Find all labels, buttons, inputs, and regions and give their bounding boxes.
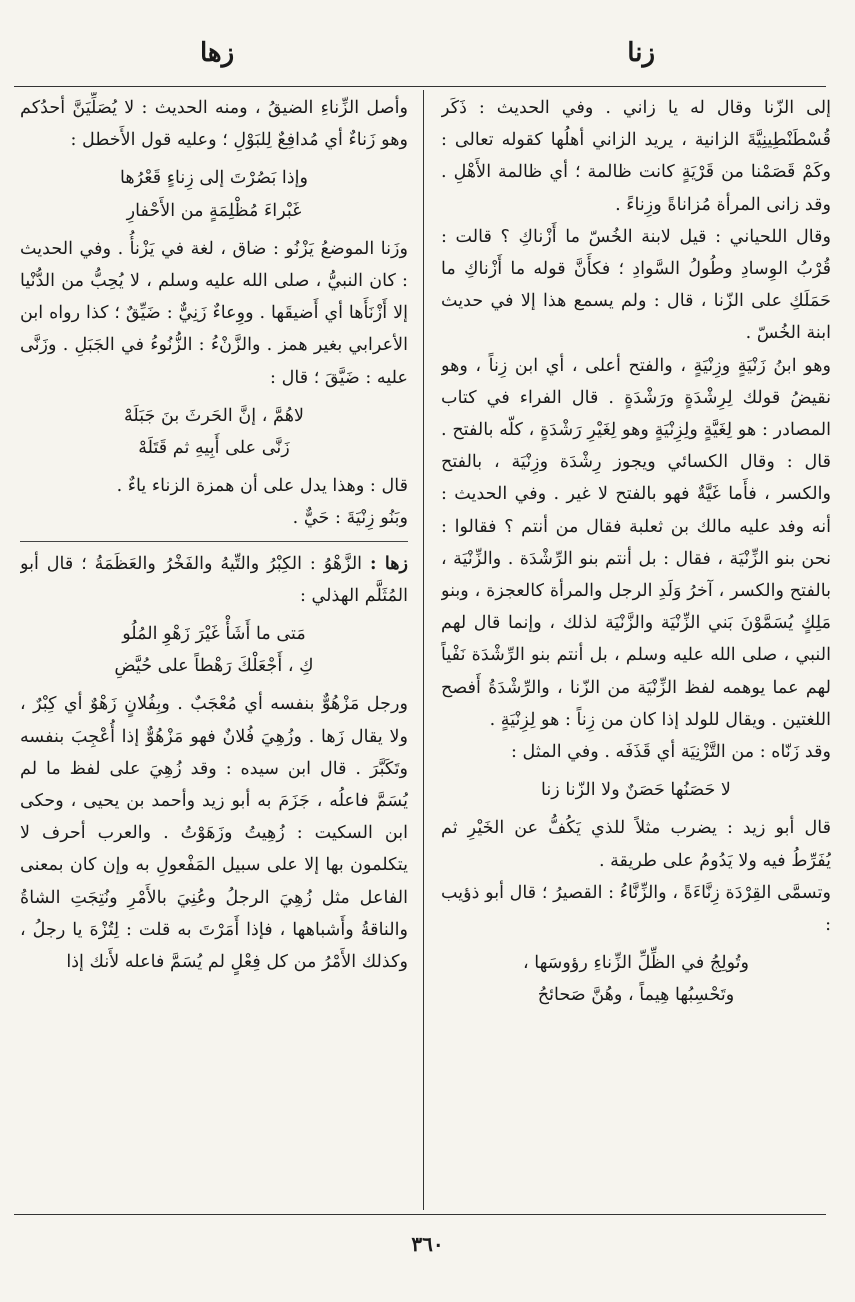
verse: [20, 162, 408, 226]
page-number: ٣٦٠: [411, 1232, 444, 1256]
paragraph: إلى الزّنا وقال له يا زاني . وفي الحديث : ذَكَر قُسْطَنْطِينِيَّةَ الزانية ، يريد الزاني أهلُها كقوله تعالى : وكَمْ قَصَمْنا من قَرْيَةٍ كانت ظالمة ؛ أي ظالمة الأَهْلِ . وقد زانى المرأة مُزاناةً وزِناءً .: [441, 98, 831, 215]
top-rule: [14, 86, 826, 87]
entry-separator: [20, 541, 408, 542]
verse: [20, 400, 408, 464]
header-word-left: زها: [200, 38, 235, 68]
paragraph: وأصل الزِّناءِ الضيقُ ، ومنه الحديث : لا يُصَلِّيَنَّ أحدُكم وهو زَناءٌ أي مُدافِعٌ لِلبَوْلِ ؛ وعليه قول الأَخطل :: [20, 98, 408, 151]
paragraph: وقد زَنّاه : من التَّزْنِيَة أي قَذَفَه . وفي المثل :: [511, 742, 831, 763]
verse-line: وتُولِجُ في الظِّلِّ الزِّناءِ رؤوسَها ،: [522, 953, 750, 974]
entry-headword: زها :: [369, 552, 408, 574]
verse-line: غَبْراءَ مُظْلِمَةٍ من الأَحْفارِ: [126, 200, 302, 221]
paragraph: وبَنُو زِنْيَةَ : حَيٌّ .: [292, 508, 408, 529]
verse: [20, 618, 408, 682]
verse-line: مَتى ما أَشَأْ غَيْرَ زَهْوِ المُلُو: [122, 624, 306, 645]
verse-line: لا حَصَنُها حَصَنٌ ولا الزّنا زنا: [541, 780, 731, 801]
paragraph: وقال اللحياني : قيل لابنة الخُسّ ما أَزْناكِ ؟ قالت : قُرْبُ الوِسادِ وطُولُ السَّوادِ ؛ فكأَنَّ قوله ما أَزْناكِ ما حَمَلَكِ على الزّنا ، قال : ولم يسمع هذا إلا في حديث ابنة الخُسّ .: [441, 226, 831, 344]
verse-line: كِ ، أَجْعَلْكَ رَهْطاً على حُيَّضِ: [114, 656, 314, 677]
verse-line: وإذا بَصُرْتَ إلى زِناءٍ قَعْرُها: [119, 168, 309, 189]
bottom-rule: [14, 1214, 826, 1215]
verse-line: لاهُمَّ ، إنَّ الحَرثَ بنَ جَبَلَهْ: [123, 405, 305, 426]
paragraph: ورجل مَزْهُوٌّ بنفسه أي مُعْجَبٌ . وبِفُلانٍ زَهْوٌ أي كِبْرٌ ، ولا يقال زَها . وزُهِيَ فُلانٌ فهو مَزْهُوٌّ إذا أُعْجِبَ بنفسه وتَكَبَّرَ . قال ابن سيده : وقد زُهِيَ على لفظ ما لم يُسَمَّ فاعلُه ، جَزَمَ به أبو زيد وأحمد بن يحيى ، وحكى ابن السكيت : زُهِيتُ وزَهَوْتُ . والعرب أحرف لا يتكلمون بها إلا على سبيل المَفْعولِ به وإن كان بمعنى الفاعل مثل زُهِيَ الرجلُ وعُنِيَ بالأَمْرِ ونُتِجَتِ الشاةُ والناقةُ وأَشباهها ، فإذا أَمَرْتَ به قلت : لِتُزْهَ يا رجلُ ، وكذلك الأَمْرُ من كل فِعْلٍ لم يُسَمَّ فاعله لأَنك إذا: [20, 694, 408, 973]
verse: [441, 774, 831, 806]
entry-text: الزَّهْوُ : الكِبْرُ والتِّيهُ والفَخْرُ والعَظَمَةُ ؛ قال أبو المُثَلَّم الهذلي :: [20, 553, 408, 606]
right-column: [441, 92, 831, 1197]
column-divider: [423, 90, 424, 1210]
left-column: [20, 92, 408, 1197]
verse: [441, 947, 831, 1011]
header-word-right: زنا: [627, 38, 655, 68]
verse-line: زَنَّى على أَبِيهِ ثم قَتَلَهْ: [138, 438, 290, 459]
dictionary-entry: [20, 548, 408, 612]
paragraph: قال : وهذا يدل على أن همزة الزناء ياءٌ .: [116, 476, 408, 497]
paragraph: قال أبو زيد : يضرب مثلاً للذي يَكُفُّ عن الخَيْرِ ثم يُفَرِّطُ فيه ولا يَدُومُ على طريقة .: [441, 818, 831, 871]
page-header: [0, 38, 855, 78]
paragraph: وتسمَّى القِرْدَة زِنَّاءَةً ، والزِّنَّاءُ : القصيرُ ؛ قال أبو ذؤيب :: [441, 882, 831, 936]
paragraph: وهو ابنُ زَنْيَةٍ وزِنْيَةٍ ، والفتح أعلى ، أي ابن زِناً ، وهو نقيضُ قولك لِرِشْدَةٍ ورَشْدَةٍ . قال الفراء في كتاب المصادر : هو لِغَيَّةٍ ولِزِنْيَةٍ وهو لِغَيْرِ رَشْدَةٍ ، كلّه بالفتح . قال : وقال الكسائي ويجوز رِشْدَة وزِنْيَة ، بالفتح والكسر ، فأَما غَيَّةٌ فهو بالفتح لا غير . وفي الحديث : أنه وفد عليه مالك بن ثعلبة فقال من أنتم ؟ فقالوا : نحن بنو الزِّنْيَة ، فقال : بل أنتم بنو الرِّشْدَة . والزِّنْيَة ، بالفتح والكسر ، آخرُ وَلَدِ الرجل والمرأة كالعجزة ، وبنو مَلِكٍ يُسَمَّوْنَ بَني الزِّنْيَة والزَّنْيَة لذلك ، وإنما قال لهم النبي ، صلى الله عليه وسلم ، بل أنتم بنو الرِّشْدَة نَفْياً لهم عما يوهمه لفظ الزِّنْيَة من الزّنا ، والرِّشْدَةُ أَفصح اللغتين . ويقال للولد إذا كان من زِناً : هو لِزِنْيَةٍ .: [441, 355, 831, 730]
verse-line: وتَحْسِبُها هِيماً ، وهُنَّ صَحائحُ: [537, 985, 735, 1006]
paragraph: وزَنا الموضعُ يَزْنُو : ضاق ، لغة في يَزْنأُ . وفي الحديث : كان النبيُّ ، صلى الله عليه وسلم ، لا يُحِبُّ من الدُّنْيا إلا أَزْنَأَها أي أَضيقَها . ووِعاءٌ زَنِيٌّ : ضَيِّقٌ ؛ كذا رواه ابن الأعرابي بغير همز . والزَّنْءُ : الزُّنُوءُ في الجَبَلِ . وزَنَّى عليه : ضَيَّقَ ؛ قال :: [20, 238, 408, 388]
